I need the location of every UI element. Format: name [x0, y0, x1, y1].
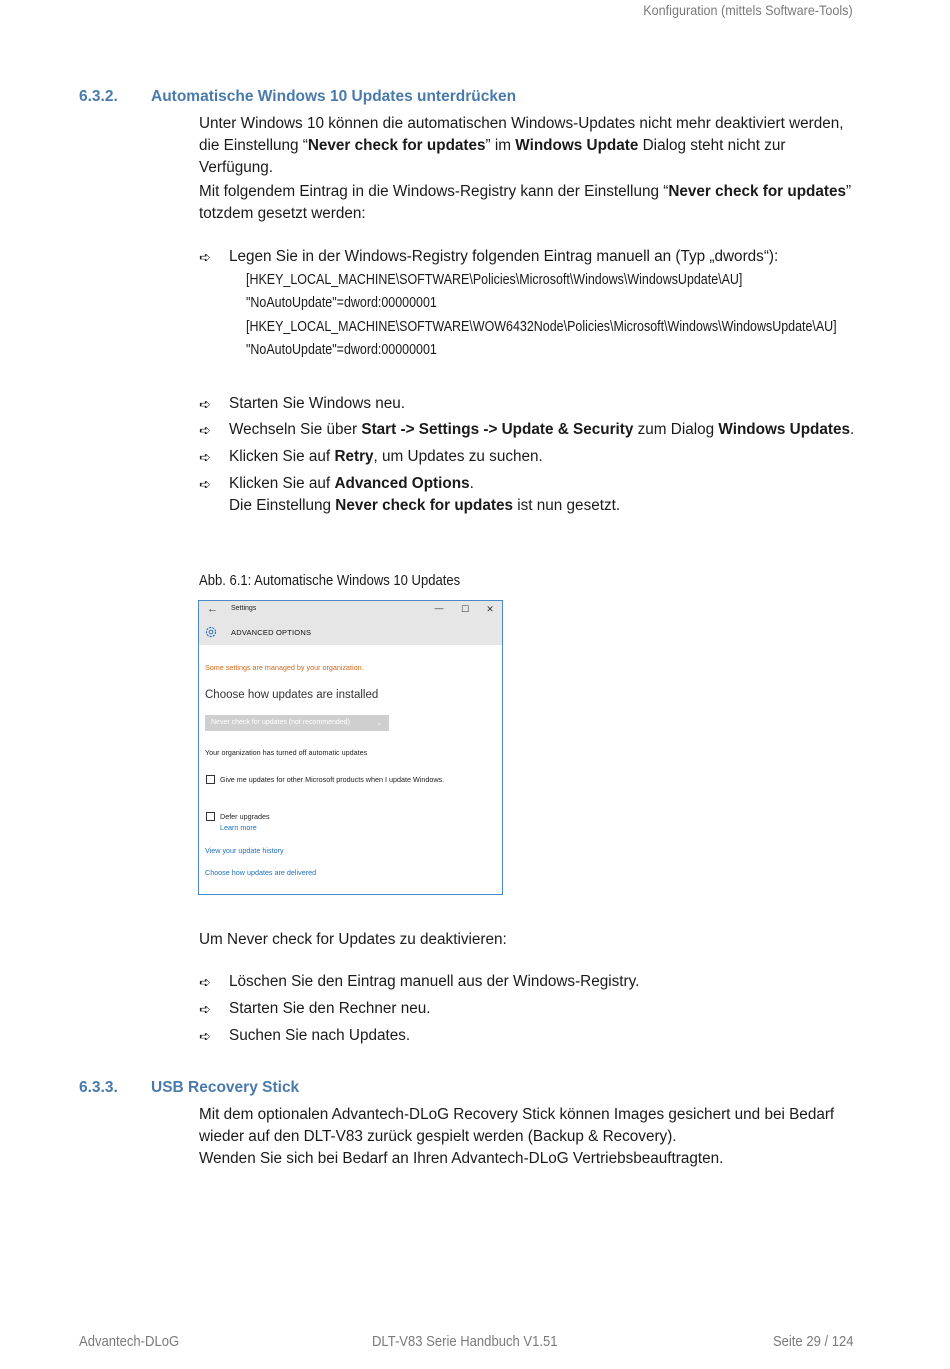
arrow-bullet-icon: ➪ — [199, 449, 211, 465]
chevron-down-icon: ⌄ — [376, 718, 383, 727]
update-history-link[interactable]: View your update history — [205, 846, 284, 855]
registry-intro-paragraph: Mit folgendem Eintrag in die Windows-Registry kann der Einstellung “Never check for updates” totzdem gesetzt werden: — [199, 183, 852, 222]
section-title: USB Recovery Stick — [151, 1079, 300, 1096]
running-header: Konfiguration (mittels Software-Tools) — [643, 2, 853, 18]
arrow-bullet-icon: ➪ — [199, 249, 211, 265]
settings-window-screenshot — [198, 600, 503, 895]
registry-key-line: [HKEY_LOCAL_MACHINE\SOFTWARE\Policies\Microsoft\Windows\WindowsUpdate\AU] — [246, 272, 743, 288]
arrow-bullet-icon: ➪ — [199, 974, 211, 990]
intro-paragraph: Unter Windows 10 können die automatischen Windows-Updates nicht mehr deaktiviert werden, die Einstellung “Never check for updates” im Windows Update Dialog steht nicht zur Verfügung. — [199, 115, 844, 176]
microsoft-products-checkbox[interactable] — [206, 775, 215, 784]
defer-upgrades-checkbox[interactable] — [206, 812, 215, 821]
arrow-bullet-icon: ➪ — [199, 1001, 211, 1017]
footer-company: Advantech-DLoG — [79, 1334, 180, 1350]
section-number: 6.3.3. — [79, 1079, 118, 1096]
step-search-updates: ➪ Suchen Sie nach Updates. — [199, 1025, 879, 1047]
learn-more-link[interactable]: Learn more — [220, 823, 257, 832]
figure-caption: Abb. 6.1: Automatische Windows 10 Updates — [199, 573, 461, 589]
step-restart-computer: ➪ Starten Sie den Rechner neu. — [199, 998, 879, 1020]
advanced-options-heading: ADVANCED OPTIONS — [231, 628, 312, 637]
arrow-bullet-icon: ➪ — [199, 476, 211, 492]
defer-upgrades-label: Defer upgrades — [220, 812, 270, 821]
registry-value-line: "NoAutoUpdate"=dword:00000001 — [246, 295, 437, 311]
gear-icon — [204, 625, 218, 639]
step-click-retry: ➪ Klicken Sie auf Retry, um Updates zu suchen. — [199, 446, 879, 468]
page-header-band — [199, 620, 502, 645]
section-number: 6.3.2. — [79, 88, 118, 105]
maximize-icon[interactable]: ☐ — [460, 604, 470, 614]
back-arrow-icon[interactable]: ← — [207, 603, 218, 615]
update-delivery-link[interactable]: Choose how updates are delivered — [205, 868, 317, 877]
step-restart-windows: ➪ Starten Sie Windows neu. — [199, 393, 879, 415]
arrow-bullet-icon: ➪ — [199, 396, 211, 412]
footer-page-number: Seite 29 / 124 — [772, 1334, 853, 1350]
update-mode-dropdown[interactable]: Never check for updates (not recommended) ⌄ — [205, 715, 389, 731]
auto-updates-off-notice: Your organization has turned off automatic updates — [205, 748, 368, 757]
step-open-update-settings: ➪ Wechseln Sie über Start -> Settings -> Update & Security zum Dialog Windows Updates. — [199, 419, 879, 441]
registry-key-line: [HKEY_LOCAL_MACHINE\SOFTWARE\WOW6432Node\Policies\Microsoft\Windows\WindowsUpdate\AU] — [246, 319, 837, 335]
recovery-stick-paragraph: Mit dem optionalen Advantech-DLoG Recovery Stick können Images gesichert und bei Bedarf wieder auf den DLT-V83 zurück gespielt werden (Backup & Recovery). Wenden Sie sich bei Bedarf an Ihren Advantech-DLoG Vertriebsbeauftragten. — [199, 1106, 835, 1167]
section-title: Automatische Windows 10 Updates unterdrücken — [151, 88, 517, 105]
step-advanced-options: ➪ Klicken Sie auf Advanced Options. Die Einstellung Never check for updates ist nun gesetzt. — [199, 475, 621, 514]
window-title: Settings — [231, 605, 257, 612]
managed-notice: Some settings are managed by your organization. — [205, 663, 364, 672]
arrow-bullet-icon: ➪ — [199, 422, 211, 438]
deactivate-intro: Um Never check for Updates zu deaktivieren: — [199, 931, 507, 948]
minimize-icon[interactable]: — — [434, 603, 444, 613]
close-icon[interactable]: ✕ — [486, 604, 494, 614]
microsoft-products-label: Give me updates for other Microsoft products when I update Windows. — [220, 775, 445, 784]
arrow-bullet-icon: ➪ — [199, 1028, 211, 1044]
step-delete-entry: ➪ Löschen Sie den Eintrag manuell aus der Windows-Registry. — [199, 971, 879, 993]
choose-updates-heading: Choose how updates are installed — [205, 689, 379, 701]
registry-value-line: "NoAutoUpdate"=dword:00000001 — [246, 342, 437, 358]
step-create-registry-entry: ➪ Legen Sie in der Windows-Registry folgenden Eintrag manuell an (Typ „dwords“): — [199, 246, 879, 268]
footer-manual-title: DLT-V83 Serie Handbuch V1.51 — [372, 1334, 558, 1350]
window-titlebar — [199, 601, 502, 620]
